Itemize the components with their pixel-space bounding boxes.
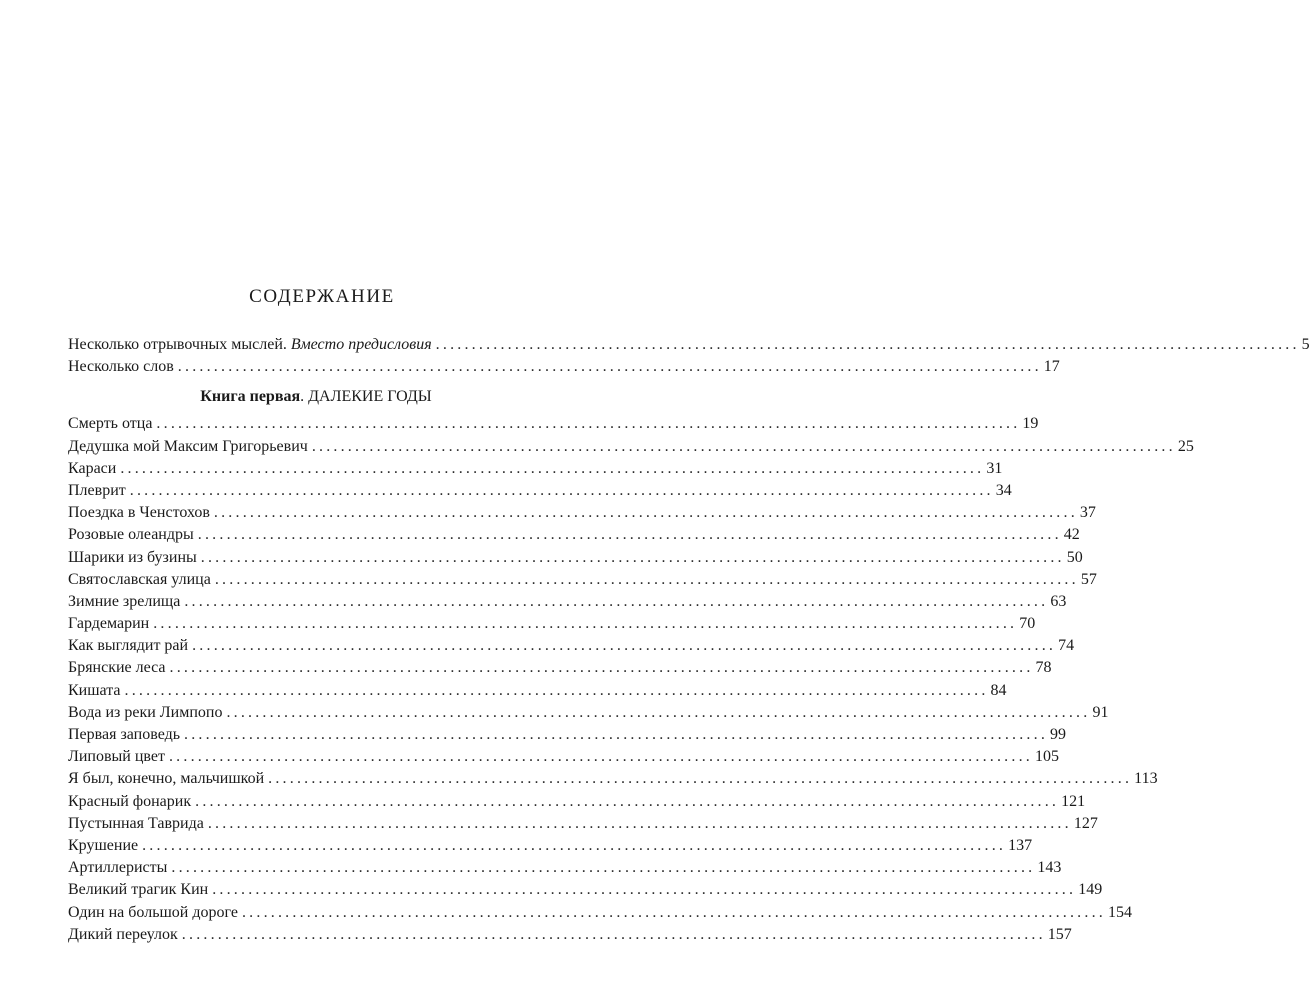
dot-leader: ........................................................................................................................: [200, 548, 1065, 566]
toc-entry-title: Липовый цвет: [68, 748, 165, 766]
table-of-contents: [68, 334, 1310, 946]
toc-entry-title: Зимние зрелища: [68, 592, 181, 610]
toc-page-number: 137: [1008, 836, 1033, 854]
dot-leader: ........................................................................................................................: [207, 814, 1072, 832]
toc-entry: [68, 813, 1098, 835]
toc-entry: [68, 680, 1007, 702]
toc-entry-title: Вода из реки Лимпопо: [68, 703, 223, 721]
dot-leader: ........................................................................................................................: [268, 770, 1133, 788]
dot-leader: ........................................................................................................................: [169, 659, 1034, 677]
dot-leader: ........................................................................................................................: [226, 703, 1091, 721]
toc-entries-list: [68, 413, 1194, 946]
section-heading-bold: Книга первая: [200, 388, 301, 406]
toc-page-number: 121: [1061, 792, 1086, 810]
toc-page-number: 50: [1066, 548, 1083, 566]
toc-entry: [68, 547, 1083, 569]
toc-entry: [68, 635, 1075, 657]
toc-entry: [68, 569, 1097, 591]
dot-leader: ........................................................................................................................: [153, 615, 1018, 633]
toc-page-number: 149: [1078, 881, 1103, 899]
toc-entry-title: Караси: [68, 459, 117, 477]
dot-leader: ........................................................................................................................: [181, 925, 1046, 943]
toc-entry-title: Гардемарин: [68, 615, 150, 633]
dot-leader: ........................................................................................................................: [120, 459, 985, 477]
toc-entry-subtitle: Вместо предисловия: [290, 336, 432, 353]
toc-entry-title: Один на большой дороге: [68, 903, 238, 921]
toc-page-number: 74: [1058, 637, 1075, 655]
toc-entry: [68, 835, 1033, 857]
toc-entry-title: Поездка в Ченстохов: [68, 504, 210, 522]
toc-page-number: 84: [990, 681, 1007, 699]
toc-entry: [68, 480, 1012, 502]
toc-entry-title: Дедушка мой Максим Григорьевич: [68, 437, 308, 455]
dot-leader: ........................................................................................................................: [192, 637, 1057, 655]
dot-leader: ........................................................................................................................: [142, 836, 1007, 854]
toc-entry-title: Пустынная Таврида: [68, 814, 204, 832]
dot-leader: ........................................................................................................................: [129, 481, 994, 499]
dot-leader: ........................................................................................................................: [241, 903, 1106, 921]
toc-heading: СОДЕРЖАНИЕ: [249, 286, 395, 307]
toc-entry: [68, 458, 1003, 480]
toc-entry: [68, 702, 1109, 724]
section-heading: [68, 383, 564, 411]
dot-leader: ........................................................................................................................: [184, 726, 1049, 743]
toc-entry-title: Несколько отрывочных мыслей. Вместо предисловия: [68, 336, 432, 353]
toc-entry: [68, 902, 1132, 924]
toc-page-number: 19: [1022, 415, 1039, 433]
toc-entry-title: Крушение: [68, 836, 139, 854]
toc-entry-title: Розовые олеандры: [68, 526, 194, 544]
toc-entry: [68, 879, 1103, 901]
toc-page-number: 105: [1034, 748, 1059, 766]
dot-leader: ........................................................................................................................: [435, 336, 1300, 353]
toc-entry: [68, 746, 1059, 768]
toc-entry-title: Несколько слов: [68, 358, 174, 376]
toc-page-number: 34: [995, 481, 1012, 499]
dot-leader: ........................................................................................................................: [177, 358, 1042, 376]
toc-entry: [68, 613, 1036, 635]
dot-leader: ........................................................................................................................: [171, 859, 1036, 877]
dot-leader: ........................................................................................................................: [168, 748, 1033, 766]
dot-leader: ........................................................................................................................: [212, 881, 1077, 899]
toc-page-number: 143: [1037, 859, 1062, 877]
toc-page-number: 127: [1073, 814, 1098, 832]
toc-entry-title: Как выглядит рай: [68, 637, 189, 655]
toc-entry-title: Плеврит: [68, 481, 126, 499]
toc-entry: [68, 857, 1062, 879]
toc-entry-title: Дикий переулок: [68, 925, 178, 943]
toc-entry-title: Великий трагик Кин: [68, 881, 209, 899]
toc-page-number: 63: [1050, 592, 1067, 610]
toc-page-number: 42: [1063, 526, 1080, 544]
toc-entry: [68, 924, 1072, 946]
toc-entry: [68, 591, 1067, 613]
toc-page-number: 17: [1043, 358, 1060, 376]
toc-entry: [68, 768, 1158, 790]
toc-entry-title: Шарики из бузины: [68, 548, 197, 566]
toc-entry-title: Артиллеристы: [68, 859, 168, 877]
toc-entry-title: Святославская улица: [68, 570, 211, 588]
dot-leader: ........................................................................................................................: [195, 792, 1060, 810]
toc-page-number: 78: [1035, 659, 1052, 677]
toc-entry: [68, 524, 1080, 546]
toc-entry-title: Красный фонарик: [68, 792, 192, 810]
toc-page-number: 91: [1092, 703, 1109, 721]
toc-page-number: 154: [1107, 903, 1132, 921]
toc-page-number: 70: [1019, 615, 1036, 633]
toc-entry: [68, 657, 1052, 679]
toc-page-number: 99: [1050, 726, 1067, 743]
toc-entry: [68, 436, 1194, 458]
toc-entry: [68, 334, 1310, 356]
toc-page-number: 5: [1301, 336, 1310, 353]
toc-page-number: 57: [1080, 570, 1097, 588]
toc-page-number: 31: [986, 459, 1003, 477]
section-heading-rest: . ДАЛЕКИЕ ГОДЫ: [300, 388, 432, 406]
toc-page-number: 25: [1177, 437, 1194, 455]
toc-entry: [68, 356, 1060, 378]
toc-entry: [68, 791, 1086, 813]
dot-leader: ........................................................................................................................: [124, 681, 989, 699]
dot-leader: ........................................................................................................................: [213, 504, 1078, 522]
dot-leader: ........................................................................................................................: [156, 415, 1021, 433]
dot-leader: ........................................................................................................................: [197, 526, 1062, 544]
dot-leader: ........................................................................................................................: [311, 437, 1176, 455]
toc-entry-title: Брянские леса: [68, 659, 166, 677]
toc-entry-title: Я был, конечно, мальчишкой: [68, 770, 265, 788]
toc-page-number: 157: [1047, 925, 1072, 943]
toc-entry: [68, 502, 1096, 524]
toc-page-number: 113: [1134, 770, 1158, 788]
toc-entry-title: Кишата: [68, 681, 121, 699]
toc-page-number: 37: [1079, 504, 1096, 522]
toc-entry-title: Смерть отца: [68, 415, 153, 433]
toc-entry-title: Первая заповедь: [68, 726, 181, 743]
toc-entry: [68, 724, 1067, 746]
toc-entry: [68, 413, 1039, 435]
dot-leader: ........................................................................................................................: [214, 570, 1079, 588]
dot-leader: ........................................................................................................................: [184, 592, 1049, 610]
